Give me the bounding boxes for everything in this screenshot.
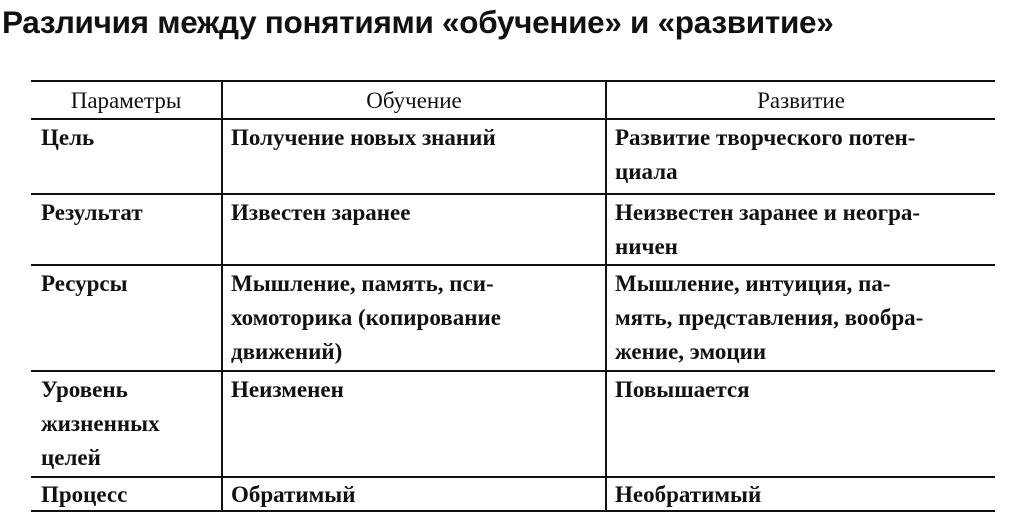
row-divider xyxy=(31,264,995,266)
row-life-goals-parameter: Уровень жизненных целей xyxy=(41,377,160,470)
column-divider xyxy=(221,82,223,510)
header-divider xyxy=(31,118,995,120)
row-divider xyxy=(31,370,995,372)
column-divider xyxy=(605,82,607,510)
page-title: Различия между понятиями «обучение» и «развитие» xyxy=(2,4,834,40)
row-process-development: Необратимый xyxy=(615,482,762,507)
row-result-learning: Известен заранее xyxy=(231,200,411,225)
row-resources-development: Мышление, интуиция, па- мять, представления, вообра- жение, эмоции xyxy=(615,271,924,364)
row-result-parameter: Результат xyxy=(41,200,143,225)
row-life-goals-development: Повышается xyxy=(615,377,750,402)
header-development: Развитие xyxy=(757,88,845,113)
comparison-table xyxy=(31,80,995,512)
row-process-parameter: Процесс xyxy=(41,482,128,507)
header-learning: Обучение xyxy=(366,88,462,113)
row-life-goals-learning: Неизменен xyxy=(231,377,344,402)
row-process-learning: Обратимый xyxy=(231,482,356,507)
row-goal-development: Развитие творческого потен- циала xyxy=(615,125,916,184)
row-resources-learning: Мышление, память, пси- хомоторика (копирование движений) xyxy=(231,271,501,364)
row-goal-learning: Получение новых знаний xyxy=(231,125,496,150)
row-result-development: Неизвестен заранее и неогра- ничен xyxy=(615,200,921,259)
row-goal-parameter: Цель xyxy=(41,125,95,150)
row-resources-parameter: Ресурсы xyxy=(41,271,128,296)
header-parameters: Параметры xyxy=(70,88,182,113)
row-divider xyxy=(31,193,995,195)
